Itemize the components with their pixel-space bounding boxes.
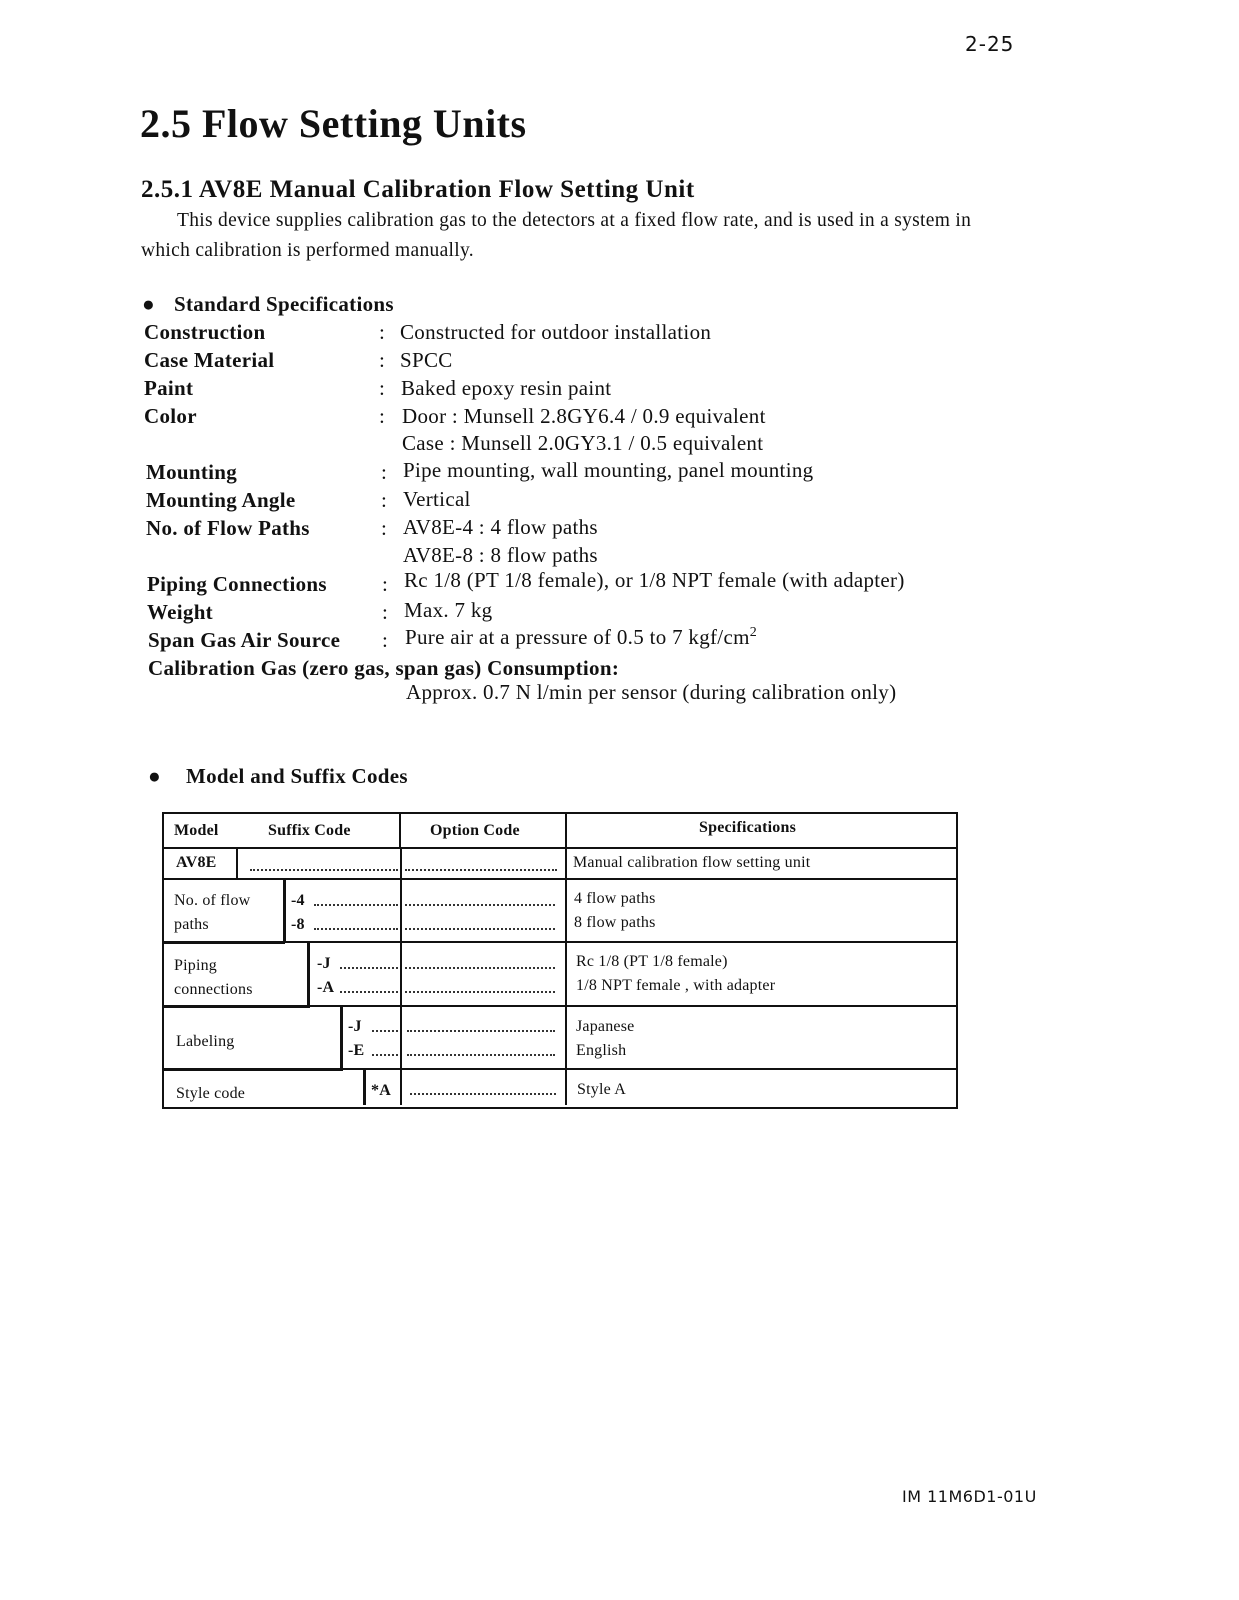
spec-label-case-material: Case Material xyxy=(144,348,275,372)
spec-label-piping: Piping Connections xyxy=(147,572,327,596)
labeling-spec-japanese: Japanese xyxy=(576,1018,635,1035)
flow-paths-label-line2: paths xyxy=(174,916,209,933)
table-rule xyxy=(400,847,402,1105)
section-title: 2.5 Flow Setting Units xyxy=(140,101,527,146)
leader-dots xyxy=(410,1093,556,1095)
table-rule xyxy=(340,1005,343,1068)
leader-dots xyxy=(340,967,398,969)
span-gas-text: Pure air at a pressure of 0.5 to 7 kgf/cm xyxy=(405,625,750,649)
spec-label-flow-paths: No. of Flow Paths xyxy=(146,516,310,540)
style-spec: Style A xyxy=(577,1081,626,1098)
flow-paths-label-line1: No. of flow xyxy=(174,892,251,909)
header-suffix-code: Suffix Code xyxy=(268,822,351,839)
flow-paths-spec-8: 8 flow paths xyxy=(574,914,656,931)
leader-dots xyxy=(314,928,398,930)
table-rule xyxy=(164,847,956,849)
table-rule xyxy=(363,1068,366,1105)
spec-separator: : xyxy=(379,404,386,428)
leader-dots xyxy=(405,904,555,906)
spec-value-mounting: Pipe mounting, wall mounting, panel mounting xyxy=(403,458,814,482)
spec-label-color: Color xyxy=(144,404,197,428)
leader-dots xyxy=(407,1030,555,1032)
standard-specifications-heading xyxy=(142,292,394,317)
table-rule xyxy=(283,878,286,941)
spec-separator: : xyxy=(381,460,388,484)
labeling-code-j: -J xyxy=(348,1018,362,1035)
labeling-code-e: -E xyxy=(348,1042,365,1059)
spec-separator: : xyxy=(379,320,386,344)
table-rule xyxy=(307,941,310,1005)
spec-value-color-case: Case : Munsell 2.0GY3.1 / 0.5 equivalent xyxy=(402,431,764,455)
spec-value-piping: Rc 1/8 (PT 1/8 female), or 1/8 NPT female (with adapter) xyxy=(404,568,905,592)
spec-separator: : xyxy=(382,628,389,652)
flow-paths-code-4: -4 xyxy=(291,892,305,909)
spec-label-paint: Paint xyxy=(144,376,194,400)
spec-value-mounting-angle: Vertical xyxy=(403,487,471,511)
spec-label-construction: Construction xyxy=(144,320,266,344)
table-rule xyxy=(164,941,285,944)
labeling-label: Labeling xyxy=(176,1033,235,1050)
spec-label-mounting-angle: Mounting Angle xyxy=(146,488,296,512)
bullet-icon: ● xyxy=(142,292,155,316)
piping-code-j: -J xyxy=(317,955,331,972)
spec-label-weight: Weight xyxy=(147,600,213,624)
spec-value-flow-paths-4: AV8E-4 : 4 flow paths xyxy=(403,515,598,539)
flow-paths-spec-4: 4 flow paths xyxy=(574,890,656,907)
leader-dots xyxy=(340,991,398,993)
model-spec: Manual calibration flow setting unit xyxy=(573,854,811,871)
table-rule xyxy=(164,1005,310,1008)
piping-spec-rc: Rc 1/8 (PT 1/8 female) xyxy=(576,953,728,970)
spec-value-case-material: SPCC xyxy=(400,348,453,372)
style-code-label: Style code xyxy=(176,1085,246,1102)
spec-label-span-gas: Span Gas Air Source xyxy=(148,628,341,652)
leader-dots xyxy=(250,869,398,871)
piping-spec-npt: 1/8 NPT female , with adapter xyxy=(576,977,776,994)
table-rule xyxy=(399,814,401,847)
leader-dots xyxy=(407,1054,555,1056)
spec-label-mounting: Mounting xyxy=(146,460,238,484)
page-number: 2-25 xyxy=(965,32,1015,56)
leader-dots xyxy=(372,1030,398,1032)
spec-separator: : xyxy=(379,348,386,372)
spec-separator: : xyxy=(379,376,386,400)
leader-dots xyxy=(405,869,557,871)
spec-value-paint: Baked epoxy resin paint xyxy=(401,376,612,400)
leader-dots xyxy=(405,991,555,993)
intro-paragraph: This device supplies calibration gas to the detectors at a fixed flow rate, and is used in a system in which calibration is performed manually. xyxy=(141,210,972,261)
document-id: IM 11M6D1-01U xyxy=(902,1487,1037,1506)
spec-value-consumption: Approx. 0.7 N l/min per sensor (during calibration only) xyxy=(406,680,897,704)
subsection-title: 2.5.1 AV8E Manual Calibration Flow Setting Unit xyxy=(141,176,695,203)
leader-dots xyxy=(405,928,555,930)
spec-separator: : xyxy=(382,600,389,624)
spec-value-color-door: Door : Munsell 2.8GY6.4 / 0.9 equivalent xyxy=(402,404,766,428)
piping-code-a: -A xyxy=(317,979,335,996)
model-suffix-codes-label: Model and Suffix Codes xyxy=(186,764,408,788)
model-code: AV8E xyxy=(176,854,217,871)
model-suffix-code-table xyxy=(162,812,958,1109)
spec-value-construction: Constructed for outdoor installation xyxy=(400,320,712,344)
piping-label-line2: connections xyxy=(174,981,253,998)
header-specifications: Specifications xyxy=(699,819,797,836)
header-option-code: Option Code xyxy=(430,822,520,839)
spec-separator: : xyxy=(382,572,389,596)
leader-dots xyxy=(405,967,555,969)
spec-value-flow-paths-8: AV8E-8 : 8 flow paths xyxy=(403,543,598,567)
span-gas-superscript: 2 xyxy=(749,625,758,640)
standard-specifications-label: Standard Specifications xyxy=(174,292,394,316)
leader-dots xyxy=(314,904,398,906)
table-rule xyxy=(164,1068,343,1071)
spec-separator: : xyxy=(381,488,388,512)
header-model: Model xyxy=(174,822,219,839)
model-suffix-codes-heading xyxy=(148,764,408,789)
flow-paths-code-8: -8 xyxy=(291,916,305,933)
spec-separator: : xyxy=(381,516,388,540)
leader-dots xyxy=(372,1054,398,1056)
bullet-icon: ● xyxy=(148,764,161,788)
table-rule xyxy=(565,814,567,1105)
table-rule xyxy=(236,847,238,878)
labeling-spec-english: English xyxy=(576,1042,627,1059)
piping-label-line1: Piping xyxy=(174,957,217,974)
spec-label-consumption: Calibration Gas (zero gas, span gas) Consumption: xyxy=(148,656,620,680)
style-code-value: *A xyxy=(371,1082,391,1099)
spec-value-span-gas xyxy=(405,625,757,650)
spec-value-weight: Max. 7 kg xyxy=(404,598,493,622)
